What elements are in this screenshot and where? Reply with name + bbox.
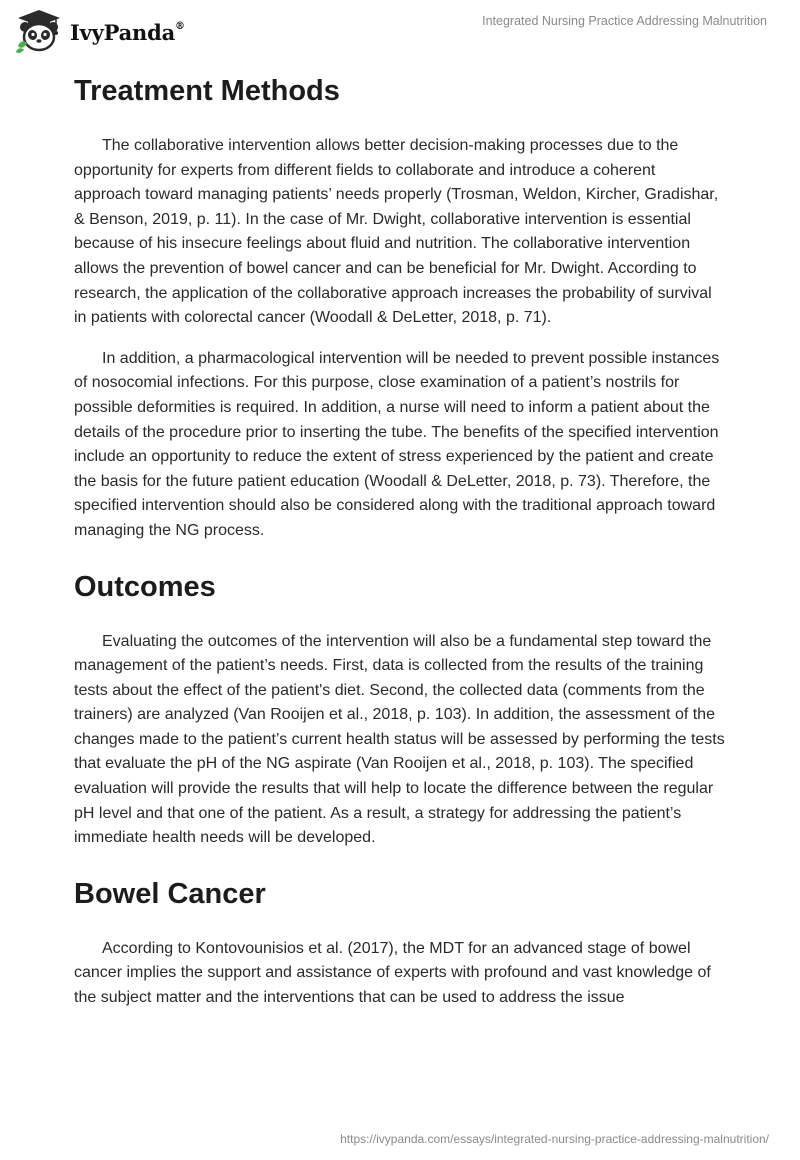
section-heading-treatment-methods: Treatment Methods [74, 75, 340, 107]
paragraph: In addition, a pharmacological intervention will be needed to prevent possible instances of nosocomial infections. For this purpose, close examination of a patient’s nostrils for possible deformities is required. In addition, a nurse will need to inform a patient about the details of the procedure prior to inserting the tube. The benefits of the specified intervention include an opportunity to reduce the extent of stress experienced by the patient and create the basis for the future patient education (Woodall & DeLetter, 2018, p. 73). Therefore, the specified intervention should also be considered along with the traditional approach toward managing the NG process. [74, 349, 720, 539]
essay-body [74, 64, 726, 1011]
brand-name: IvyPanda® [70, 19, 185, 45]
document-title: Integrated Nursing Practice Addressing Malnutrition [482, 14, 767, 28]
panda-graduate-icon [14, 8, 64, 54]
source-url-link[interactable]: https://ivypanda.com/essays/integrated-nursing-practice-addressing-malnutrition/ [340, 1132, 769, 1146]
paragraph: According to Kontovounisios et al. (2017), the MDT for an advanced stage of bowel cancer implies the support and assistance of experts with profound and vast knowledge of the subject matter and the interventions that can be used to address the issue [74, 939, 711, 1007]
paragraph: Evaluating the outcomes of the intervention will also be a fundamental step toward the management of the patient’s needs. First, data is collected from the results of the training tests about the effect of the patient's diet. Second, the collected data (comments from the trainers) are analyzed (Van Rooijen et al., 2018, p. 103). In addition, the assessment of the changes made to the patient’s current health status will be assessed by performing the tests that evaluate the pH of the NG aspirate (Van Rooijen et al., 2018, p. 103). The specified evaluation will provide the results that will help to locate the difference between the regular pH level and that one of the patient. As a result, a strategy for addressing the patient’s immediate health needs will be developed. [74, 632, 725, 847]
section-heading-bowel-cancer: Bowel Cancer [74, 877, 266, 910]
brand-logo[interactable] [14, 8, 185, 54]
section-heading-outcomes: Outcomes [74, 570, 216, 603]
page-header [0, 0, 800, 60]
paragraph: The collaborative intervention allows better decision-making processes due to the opportunity for experts from different fields to collaborate and introduce a coherent approach toward managing patients’ needs properly (Trosman, Weldon, Kircher, Gradishar, & Benson, 2019, p. 11). In the case of Mr. Dwight, collaborative intervention is essential because of his insecure feelings about fluid and nutrition. The collaborative intervention allows the prevention of bowel cancer and can be beneficial for Mr. Dwight. According to research, the application of the collaborative approach increases the probability of survival in patients with colorectal cancer (Woodall & DeLetter, 2018, p. 71). [74, 137, 719, 327]
